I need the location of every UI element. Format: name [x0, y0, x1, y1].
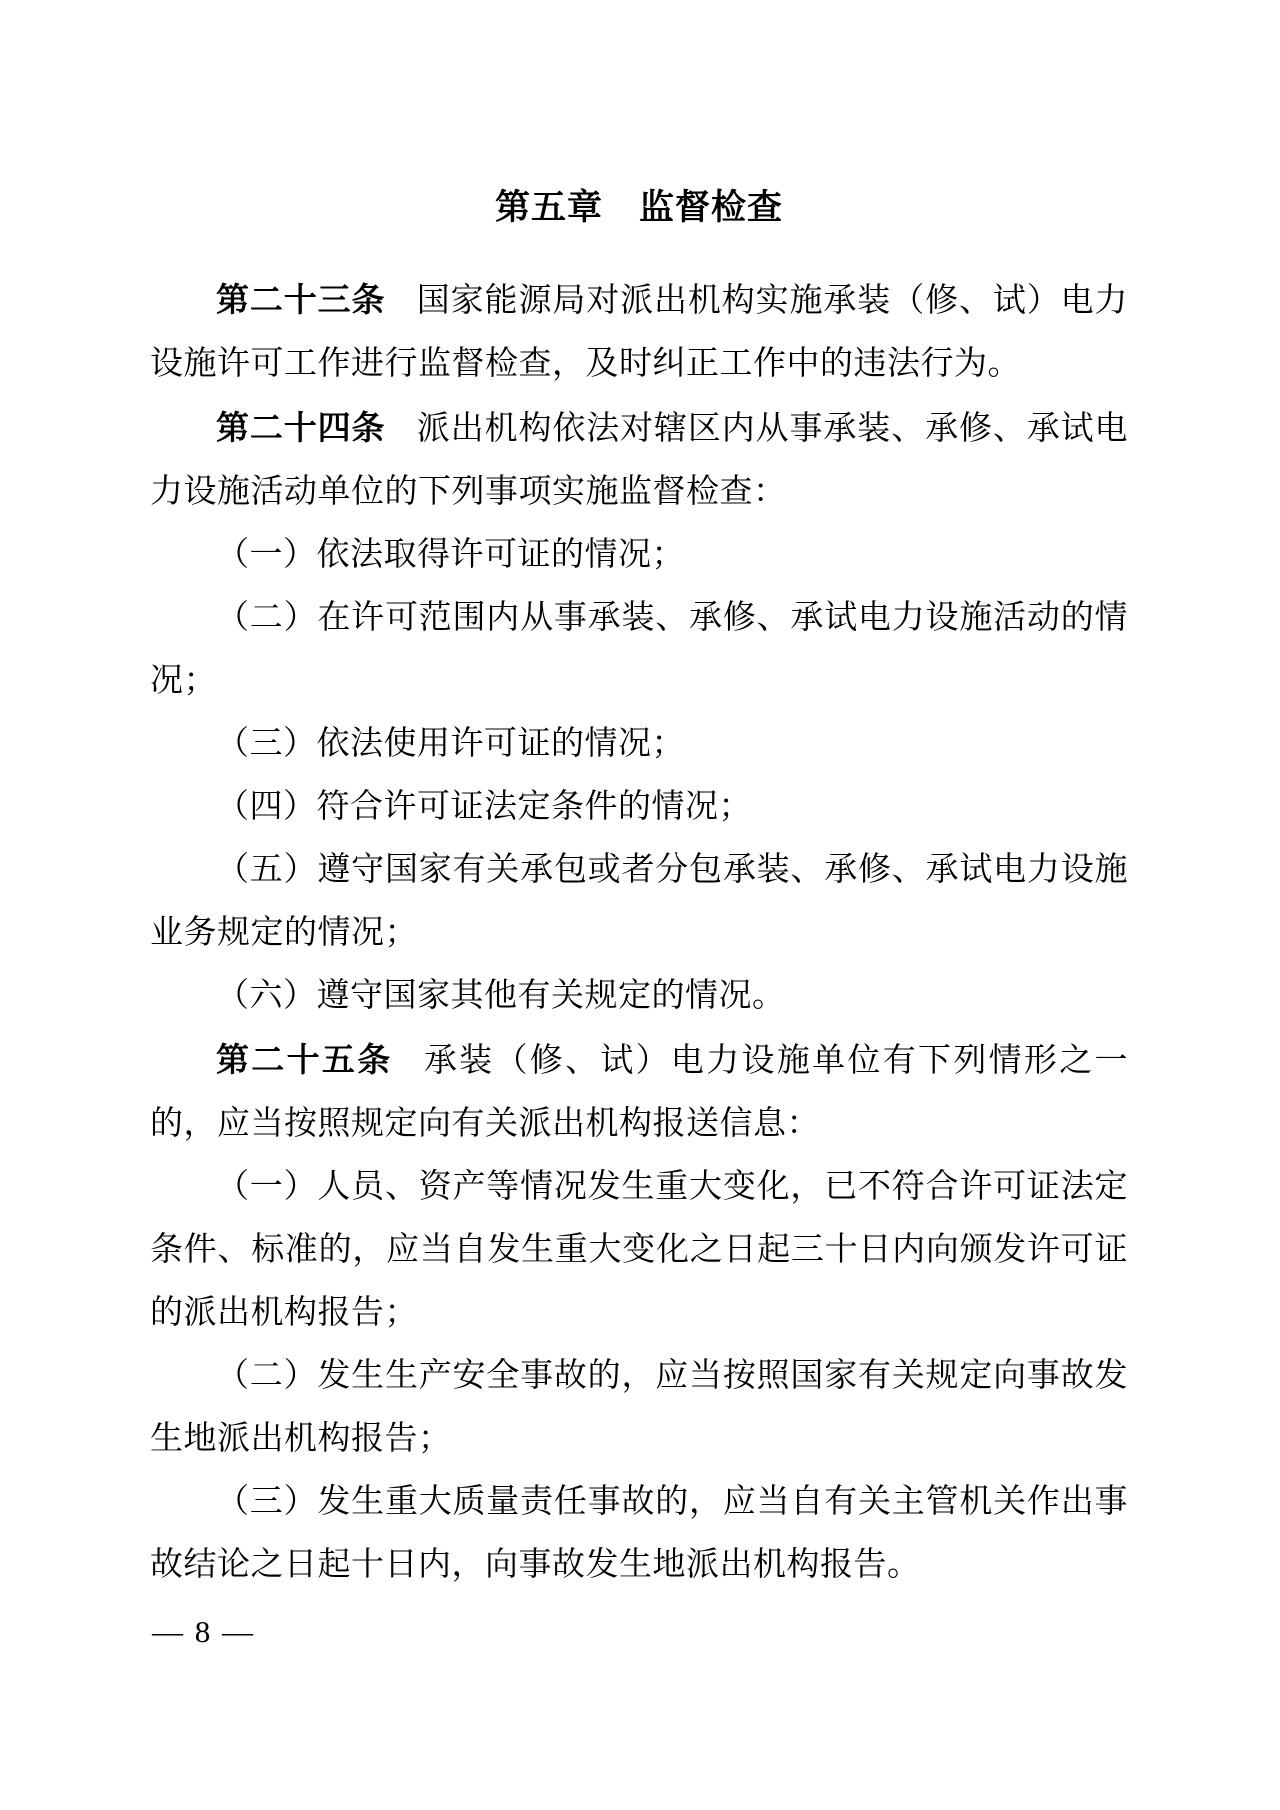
chapter-heading: 第五章 监督检查	[494, 188, 783, 227]
article-25-text: 承装（修、试）电力设施单位有下列情形之一的，应当按照规定向有关派出机构报送信息：	[150, 1043, 1129, 1142]
article-23-text: 国家能源局对派出机构实施承装（修、试）电力设施许可工作进行监督检查，及时纠正工作中的违法行为。	[150, 283, 1129, 382]
article-24-number: 第二十四条	[216, 409, 386, 446]
article-24-item-1: （一）依法取得许可证的情况；	[216, 537, 685, 573]
article-24-item-4: （四）符合许可证法定条件的情况；	[216, 789, 752, 825]
document-content	[150, 186, 1128, 1597]
page-number: — 8 —	[152, 1614, 255, 1649]
article-24-paragraph	[150, 396, 1128, 524]
article-25-item-3: （三）发生重大质量责任事故的，应当自有关主管机关作出事故结论之日起十日内，向事故发生地派出机构报告。	[150, 1484, 1128, 1583]
article-25-paragraph	[150, 1028, 1128, 1156]
article-23-number: 第二十三条	[216, 281, 386, 318]
article-25-item-2: （二）发生生产安全事故的，应当按照国家有关规定向事故发生地派出机构报告；	[150, 1358, 1128, 1457]
article-25-item-1: （一）人员、资产等情况发生重大变化，已不符合许可证法定条件、标准的，应当自发生重大变化之日起三十日内向颁发许可证的派出机构报告；	[150, 1169, 1128, 1331]
article-24-text: 派出机构依法对辖区内从事承装、承修、承试电力设施活动单位的下列事项实施监督检查：	[150, 411, 1129, 510]
article-24-item-5: （五）遵守国家有关承包或者分包承装、承修、承试电力设施业务规定的情况；	[150, 852, 1128, 951]
article-25-number: 第二十五条	[216, 1041, 393, 1078]
article-23-paragraph	[150, 268, 1128, 396]
article-24-item-3: （三）依法使用许可证的情况；	[216, 726, 685, 762]
article-24-item-6: （六）遵守国家其他有关规定的情况。	[216, 978, 786, 1014]
article-24-item-2: （二）在许可范围内从事承装、承修、承试电力设施活动的情况；	[150, 600, 1128, 699]
